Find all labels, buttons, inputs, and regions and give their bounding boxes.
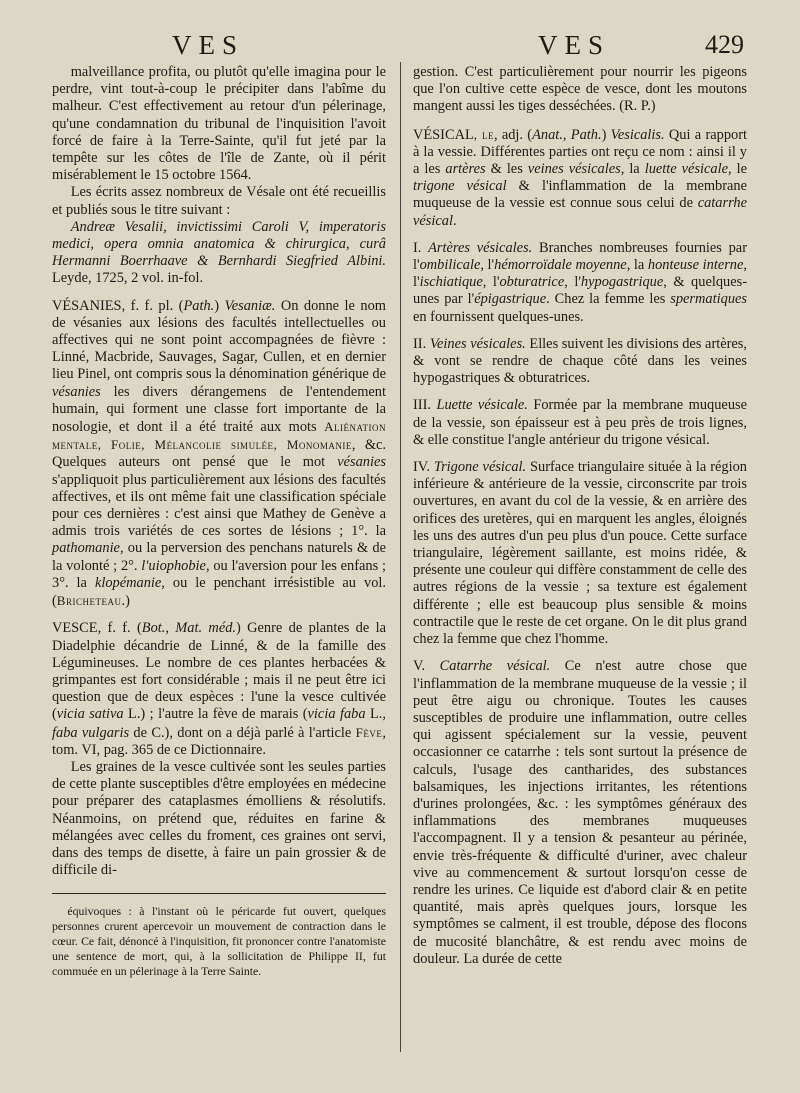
latin-term: Vesaniæ. — [224, 297, 276, 314]
cross-reference: Fève — [355, 724, 383, 740]
section-trigone-vesical: IV. Trigone vésical. Surface triangulaire située à la région inférieure & antérieure de la vessie, circonscrite par trois ouvertures, en avant du col de la vessie, & en arrière des orifices des uretères, qui en marquent les angles, éloignés les uns des autres d'un peu plus d'un pouce. Cette surface triangulaire, légèrement saillante, est moins ridée, & présente une couleur qui diffère constamment de celle des autres régions de la vessie ; sa texture est également différente ; elle est beaucoup plus sensible & moins contractile que le reste de cet organe. On le dit plus grand chez la femme que chez l'homme. — [413, 459, 747, 648]
vesale-paragraph-end: malveillance profita, ou plutôt qu'elle imagina pour le perdre, vint tout-à-coup le précipiter dans l'abîme du malheur. C'est effectivement au retour d'un pélerinage, qu'une condamnation du tribunal de l'inquisition l'avoit forcé de faire à la Terre-Sainte, qu'il fut jeté par la tempête sur les côtes de l'île de Zante, où il périt misérablement le 15 octobre 1564. — [52, 64, 386, 184]
vesce-paragraph-end: gestion. C'est particulièrement pour nourrir les pigeons que l'on cultive cette espèce de vesce, dont les moutons mangent aussi les tiges desséchées. (R. P.) — [413, 64, 747, 115]
latin-term: Vesicalis. — [610, 126, 665, 143]
section-catarrhe-vesical: V. Catarrhe vésical. Ce n'est autre chose que l'inflammation de la membrane muqueuse de la vessie ; il peut être aigu ou chronique. Toutes les causes susceptibles de produire une inflammation, outre celles qui agissent spécialement sur la vessie, peuvent occasionner ce catarrhe : tels sont surtout la présence de calculs, l'usage des cantharides, des substances balsamiques, les injections irritantes, les rétentions d'urines prolongées, &c. : les symptômes généraux des inflammations des membranes muqueuses l'accompagnent. Il y a tension & pesanteur au périnée, envie très-fréquente & difficulté d'uriner, avec chaleur vive au commencement & surtout lorsqu'on cesse de rendre les urines. Ce liquide est d'abord clair & en petite quantité, mais après quelques jours, lorsque les symptômes se calment, il est trouble, dépose des flocons de mucosité blanchâtre, & est rendu avec moins de douleur. La durée de cette — [413, 658, 747, 967]
author-signature: Bricheteau — [56, 593, 122, 609]
section-title: Veines vésicales. — [429, 335, 526, 352]
entry-vesanies: VÉSANIES, f. f. pl. (Path.) Vesaniæ. On donne le nom de vésanies aux lésions des facultés intellectuelles ou affectives qui ne sont point accompagnées de fièvre : Linné, Macbride, Sauvages, Sagar, Cullen, et en dernier lieu Pinel, ont compris sous la dénomination générique de vésanies les divers dérangemens de l'entendement humain, qui forment une classe fort importante de la nosologie, et dont il a été traité aux mots Aliénation mentale, Folie, Mélancolie simulée, Monomanie, &c. Quelques auteurs ont pensé que le mot vésanies s'appliquoit plus particulièrement aux lésions des facultés affectives, et ils ont même fait une classification spéciale pour ces dernières : c'est ainsi que Mathey de Genève a admis trois variétés de ces sortes de lésions ; 1°. la pathomanie, ou la perversion des penchans naturels & de la volonté ; 2°. l'uiophobie, ou l'aversion pour les enfans ; 3°. la klopémanie, ou le penchant irrésistible au vol. (Bricheteau.) — [52, 297, 387, 610]
section-title: Catarrhe vésical. — [439, 658, 551, 675]
section-title: Luette vésicale. — [436, 397, 528, 414]
footnote: équivoques : à l'instant où le péricarde fut ouvert, quelques personnes crurent apercevoir un mouvement de contraction dans le cœur. Ce fait, dénoncé à l'inquisition, fit prononcer contre l'anatomiste une sentence de mort, qui, à la sollicitation de Philippe II, fut commuée en un pélerinage à la Terre Sainte. — [52, 904, 386, 978]
page-number: 429 — [705, 30, 744, 59]
vesale-bibliography — [52, 219, 386, 288]
entry-vesce: VESCE, f. f. (Bot., Mat. méd.) Genre de plantes de la Diadelphie décandrie de Linné, & de la famille des Légumineuses. Le nombre de ces plantes herbacées & grimpantes est fort considérable ; mais il ne peut être ici question que de deux espèces : l'une la vesce cultivée (vicia sativa L.) ; l'autre la fève de marais (vicia faba L., faba vulgaris de C.), dont on a déjà parlé à l'article Fève, tom. VI, pag. 365 de ce Dictionnaire. — [52, 620, 386, 758]
right-running-head: VES — [538, 30, 611, 60]
bibliography-imprint: Leyde, 1725, 2 vol. in-fol. — [52, 270, 204, 287]
bibliography-title: Andreæ Vesalii, invictissimi Caroli V, imperatoris medici, opera omnia anatomica & chirurgica, curâ Hermanni Boerrhaave & Bernhardi Siegfried Albini. — [52, 218, 386, 270]
right-column — [413, 64, 747, 968]
headword-vesical: VÉSICAL — [413, 126, 474, 143]
section-arteres-vesicales: I. Artères vésicales. Branches nombreuses fournies par l'ombilicale, l'hémorroïdale moyenne, la honteuse interne, l'ischiatique, l'obturatrice, l'hypogastrique, & quelques-unes par l'épigastrique. Chez la femme les spermatiques en fournissent quelques-unes. — [413, 239, 748, 325]
entry-vesical: VÉSICAL, le, adj. (Anat., Path.) Vesicalis. Qui a rapport à la vessie. Différentes parties ont reçu ce nom : ainsi il y a les artères & les veines vésicales, la luette vésicale, le trigone vésical & l'inflammation de la membrane muqueuse de la vessie est connue sous celui de catarrhe vésical. — [413, 126, 748, 229]
cross-reference: Aliénation mentale, Folie, Mélancolie simulée, Monomanie — [52, 419, 386, 453]
left-column — [52, 64, 386, 978]
section-veines-vesicales: II. Veines vésicales. Elles suivent les divisions des artères, & vont se rendre de chaque côté dans les veines hypogastriques & obturatrices. — [413, 335, 747, 387]
vesale-writings-intro: Les écrits assez nombreux de Vésale ont été recueillis et publiés sous le titre suivant : — [52, 184, 386, 218]
left-running-head: VES — [172, 30, 245, 60]
footnote-rule — [52, 893, 386, 894]
headword-vesce: VESCE — [52, 620, 98, 637]
headword-vesanies: VÉSANIES — [52, 297, 122, 314]
section-title: Trigone vésical. — [433, 459, 527, 476]
section-title: Artères vésicales. — [428, 239, 533, 256]
vesce-seeds-paragraph: Les graines de la vesce cultivée sont les seules parties de cette plante susceptibles d'être employées en médecine pour préparer des cataplasmes émolliens & résolutifs. Néanmoins, on prétend que, réduites en farine & mélangées avec celles du froment, ces graines ont servi, dans des temps de disette, à faire un pain grossier & de difficile di- — [52, 758, 386, 879]
section-luette-vesicale: III. Luette vésicale. Formée par la membrane muqueuse de la vessie, son épaisseur est à peu près de trois lignes, & elle constitue l'angle antérieur du trigone vésical. — [413, 397, 747, 448]
column-divider — [400, 62, 401, 1052]
